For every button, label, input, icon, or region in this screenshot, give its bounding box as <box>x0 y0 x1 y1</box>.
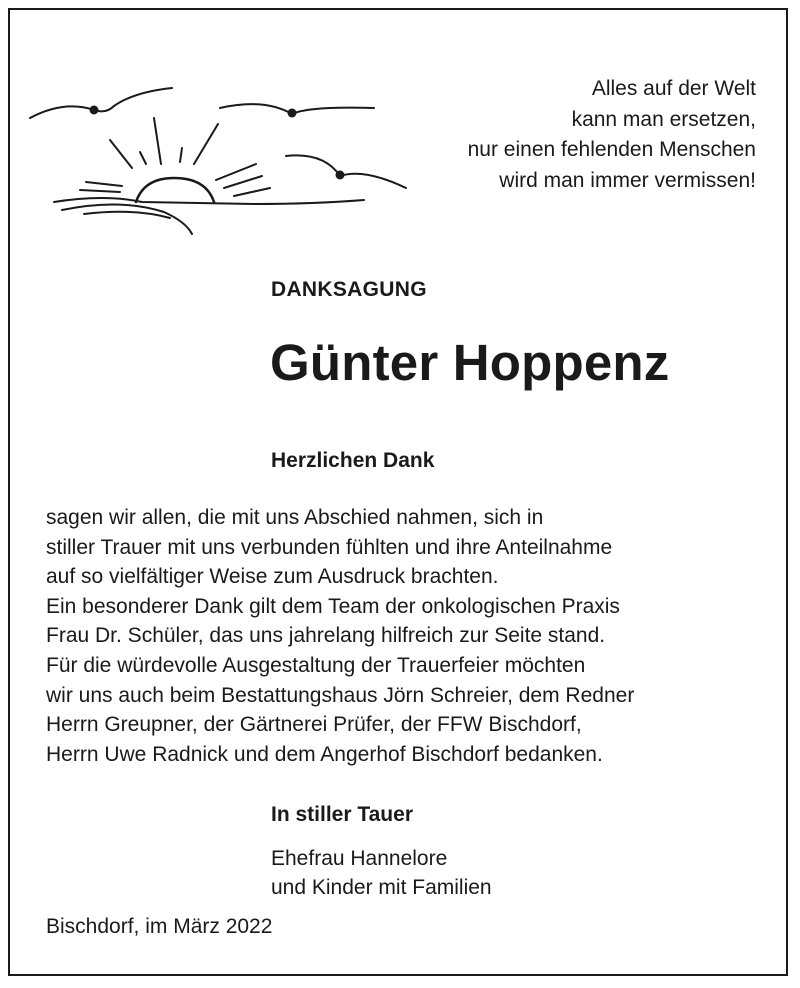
body-line: Für die würdevolle Ausgestaltung der Trauerfeier möchten <box>46 653 586 677</box>
poem-line: kann man ersetzen, <box>571 107 756 131</box>
notice-heading: DANKSAGUNG <box>271 278 427 301</box>
signers <box>271 845 492 902</box>
body-line: Herrn Uwe Radnick und dem Angerhof Bischdorf bedanken. <box>46 742 603 766</box>
bird-left-icon <box>30 88 172 118</box>
body-line: auf so vielfältiger Weise zum Ausdruck brachten. <box>46 565 499 589</box>
poem-line: nur einen fehlenden Menschen <box>467 138 756 161</box>
sun-icon <box>136 178 214 202</box>
place-date: Bischdorf, im März 2022 <box>46 915 273 938</box>
mourning-heading: In stiller Tauer <box>271 803 413 826</box>
body-line: Herrn Greupner, der Gärtnerei Prüfer, der FFW Bischdorf, <box>46 713 582 737</box>
body-line: wir uns auch beim Bestattungshaus Jörn Schreier, dem Redner <box>46 683 635 707</box>
body-line: sagen wir allen, die mit uns Abschied nahmen, sich in <box>46 506 544 529</box>
thanks-heading: Herzlichen Dank <box>271 449 435 472</box>
body-line: Ein besonderer Dank gilt dem Team der onkologischen Praxis <box>46 594 620 618</box>
signer-line: Ehefrau Hannelore <box>271 847 448 870</box>
poem-line: wird man immer vermissen! <box>499 168 756 192</box>
deceased-name: Günter Hoppenz <box>270 334 670 391</box>
body-line: stiller Trauer mit uns verbunden fühlten und ihre Anteilnahme <box>46 535 613 559</box>
signer-line: und Kinder mit Familien <box>271 875 492 899</box>
sun-rays-icon <box>80 118 270 196</box>
poem-line: Alles auf der Welt <box>591 77 756 100</box>
thanks-body <box>46 503 786 769</box>
body-line: Frau Dr. Schüler, das uns jahrelang hilfreich zur Seite stand. <box>46 624 606 648</box>
hills-icon <box>54 198 364 234</box>
memorial-poem <box>336 74 756 196</box>
